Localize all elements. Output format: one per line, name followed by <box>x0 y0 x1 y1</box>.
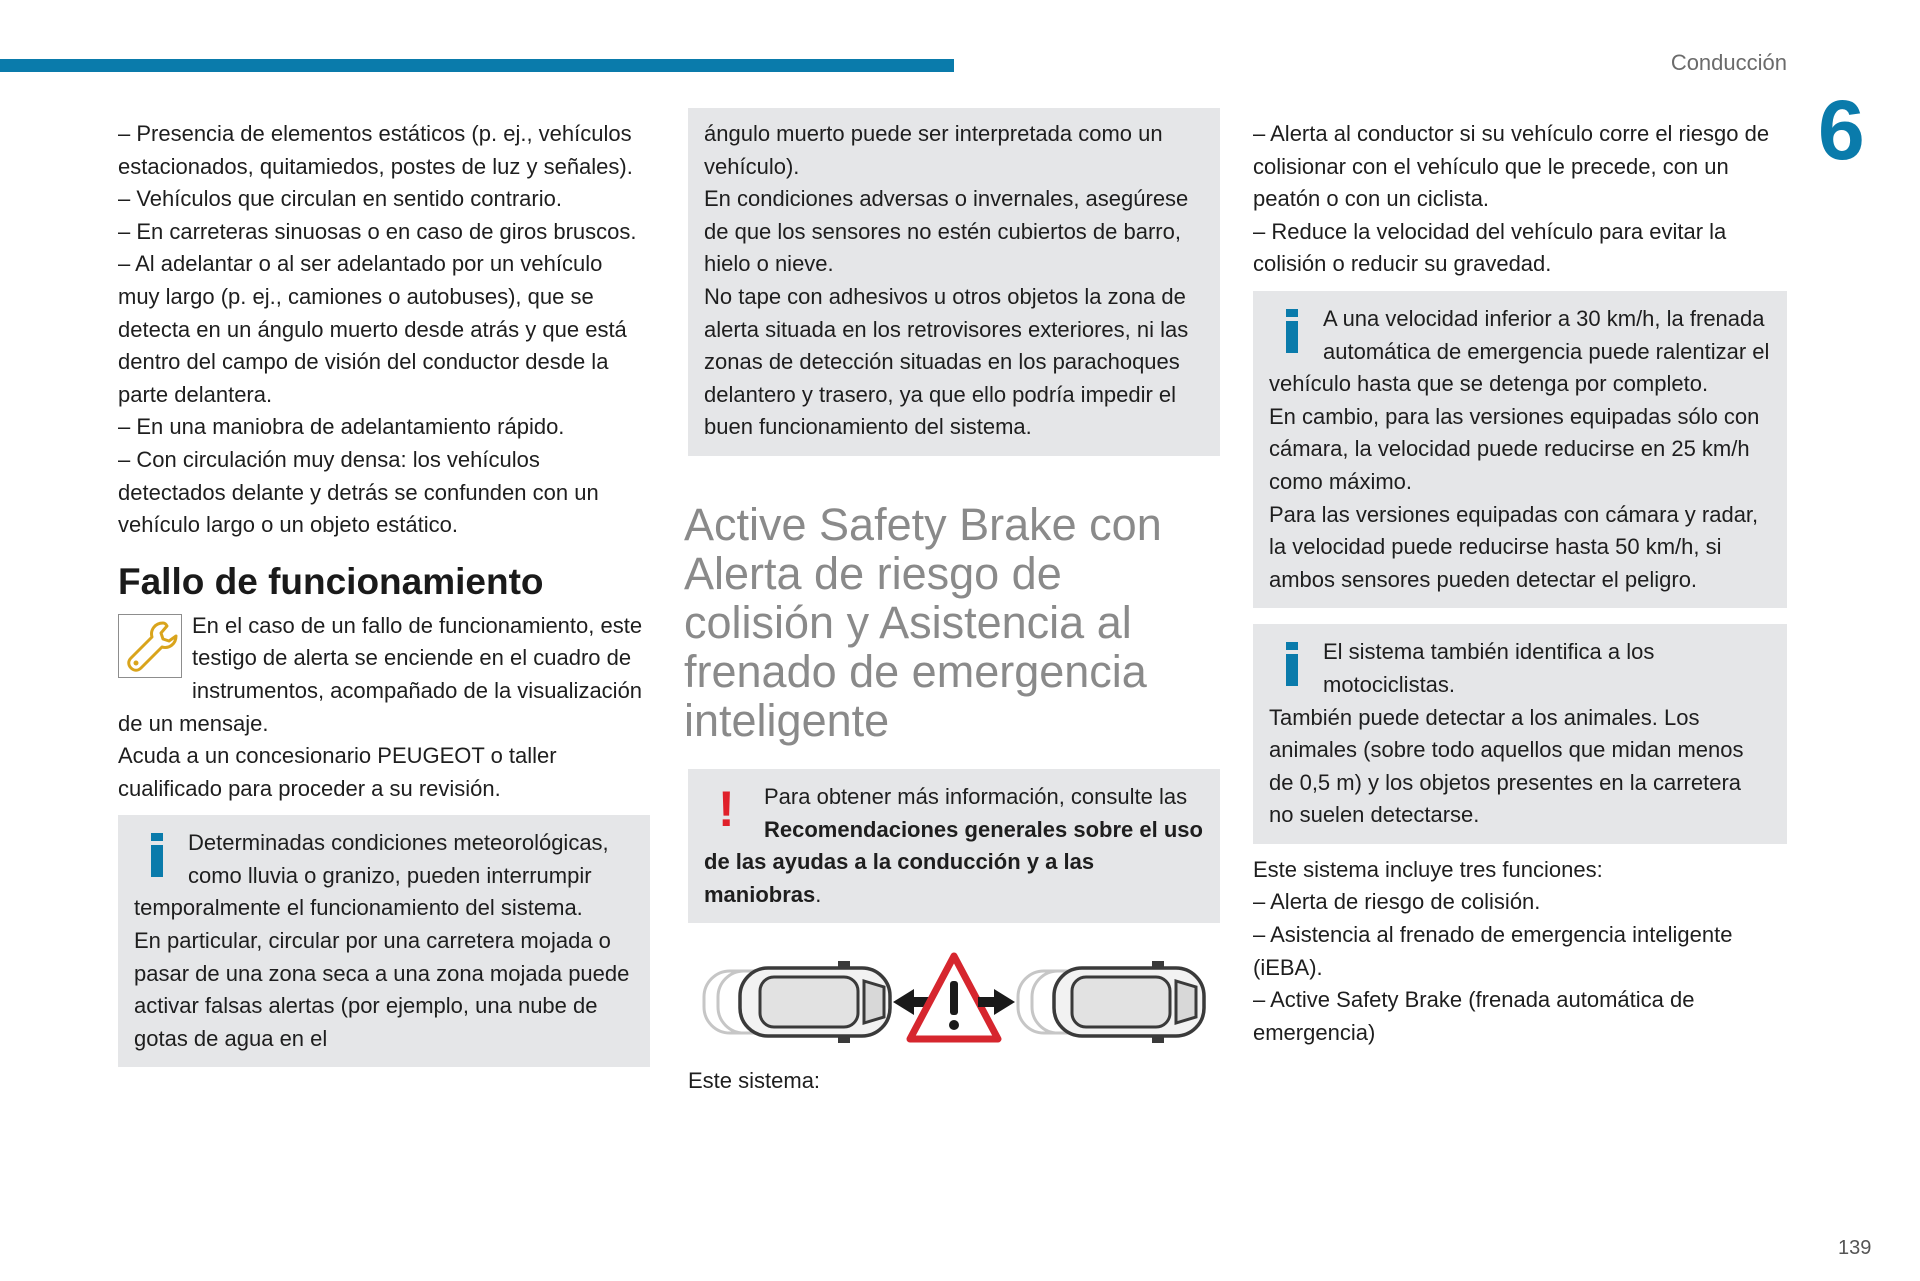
list-item: – Vehículos que circulan en sentido contrario. <box>118 186 562 212</box>
list-item: – Alerta de riesgo de colisión. <box>1253 889 1541 915</box>
fault-heading: Fallo de funcionamiento <box>118 560 544 602</box>
list-item: – Active Safety Brake (frenada automática de emergencia) <box>1253 987 1695 1045</box>
info-text: En condiciones adversas o invernales, asegúrese de que los sensores no estén cubiertos de barro, hielo o nieve. <box>704 186 1189 277</box>
list-item: – En una maniobra de adelantamiento rápido. <box>118 414 565 440</box>
list-item: – Alerta al conductor si su vehículo corre el riesgo de colisionar con el vehículo que le precede, con un peatón o con un ciclista. <box>1253 121 1770 212</box>
list-item: – Reduce la velocidad del vehículo para evitar la colisión o reducir su gravedad. <box>1253 218 1727 277</box>
exclamation-icon: ! <box>718 780 735 837</box>
info-icon <box>1281 309 1303 351</box>
warning-intro: Para obtener más información, consulte las <box>764 783 1188 809</box>
warning-end: . <box>815 881 822 907</box>
chapter-number: 6 <box>1818 83 1865 177</box>
info-text: ángulo muerto puede ser interpretada como un vehículo). <box>704 121 1163 179</box>
collision-illustration <box>688 951 1220 1051</box>
column-left <box>118 118 650 1067</box>
warning-box <box>688 769 1220 923</box>
wrench-warning-icon <box>118 614 182 678</box>
info-text: El sistema también identifica a los motociclistas. <box>1323 639 1655 697</box>
functions-intro: Este sistema incluye tres funciones: <box>1253 856 1603 882</box>
rear-car-icon <box>740 961 890 1043</box>
header-accent-bar <box>0 59 954 72</box>
front-car-icon <box>1054 961 1204 1043</box>
page-number: 139 <box>1838 1237 1872 1259</box>
column-middle <box>684 118 1220 1098</box>
list-item: – Presencia de elementos estáticos (p. ej., vehículos estacionados, quitamiedos, postes de luz y señales). <box>118 121 633 179</box>
info-text: Para las versiones equipadas con cámara y radar, la velocidad puede reducirse hasta 50 km/h, si ambos sensores pueden detectar el peligro. <box>1269 501 1759 592</box>
info-box-speed <box>1253 291 1787 608</box>
info-box-motorcyclists <box>1253 624 1787 844</box>
fault-paragraph <box>118 610 650 740</box>
info-text: A una velocidad inferior a 30 km/h, la frenada automática de emergencia puede ralentizar el vehículo hasta que se detenga por completo. <box>1269 305 1770 397</box>
section-title: Conducción <box>1670 50 1787 75</box>
column-right <box>1253 118 1787 1049</box>
info-icon <box>146 833 168 875</box>
dealer-text: Acuda a un concesionario PEUGEOT o taller cualificado para proceder a su revisión. <box>118 743 557 801</box>
list-item: – Al adelantar o al ser adelantado por un vehículo muy largo (p. ej., camiones o autobuses), que se detecta en un ángulo muerto desde atrás y que está dentro del campo de visión del conductor desde la parte delantera. <box>118 251 627 407</box>
fault-text: En el caso de un fallo de funcionamiento, este testigo de alerta se enciende en el cuadro de instrumentos, acompañado de la visualización de un mensaje. <box>118 612 643 736</box>
system-intro: Este sistema: <box>688 1068 821 1094</box>
list-item: – Asistencia al frenado de emergencia inteligente (iEBA). <box>1253 922 1733 980</box>
info-text: En particular, circular por una carretera mojada o pasar de una zona seca a una zona mojada puede activar falsas alertas (por ejemplo, una nube de gotas de agua en el <box>134 928 630 1051</box>
info-text: No tape con adhesivos u otros objetos la zona de alerta situada en los retrovisores exteriores, ni las zonas de detección situadas en los parachoques delantero y trasero, ya que ello podría impedir el buen funcionamiento del sistema. <box>704 283 1189 440</box>
list-item: – Con circulación muy densa: los vehículos detectados delante y detrás se confunden con un vehículo largo o un objeto estático. <box>118 446 599 538</box>
warning-text <box>704 781 1204 911</box>
warning-reference: Recomendaciones generales sobre el uso de las ayudas a la conducción y a las maniobras <box>704 816 1203 907</box>
info-icon <box>1281 642 1303 684</box>
info-text: Determinadas condiciones meteorológicas, como lluvia o granizo, pueden interrumpir temporalmente el funcionamiento del sistema. <box>134 830 609 921</box>
info-text: En cambio, para las versiones equipadas sólo con cámara, la velocidad puede reducirse en 25 km/h como máximo. <box>1269 403 1760 494</box>
info-text: También puede detectar a los animales. Los animales (sobre todo aquellos que midan menos de 0,5 m) y los objetos presentes en la carretera no suelen detectarse. <box>1269 704 1744 828</box>
info-box-weather <box>118 815 650 1067</box>
list-item: – En carreteras sinuosas o en caso de giros bruscos. <box>118 218 637 244</box>
section-heading: Active Safety Brake con Alerta de riesgo de colisión y Asistencia al frenado de emergencia inteligente <box>684 498 1162 746</box>
info-box-continued <box>688 108 1220 456</box>
